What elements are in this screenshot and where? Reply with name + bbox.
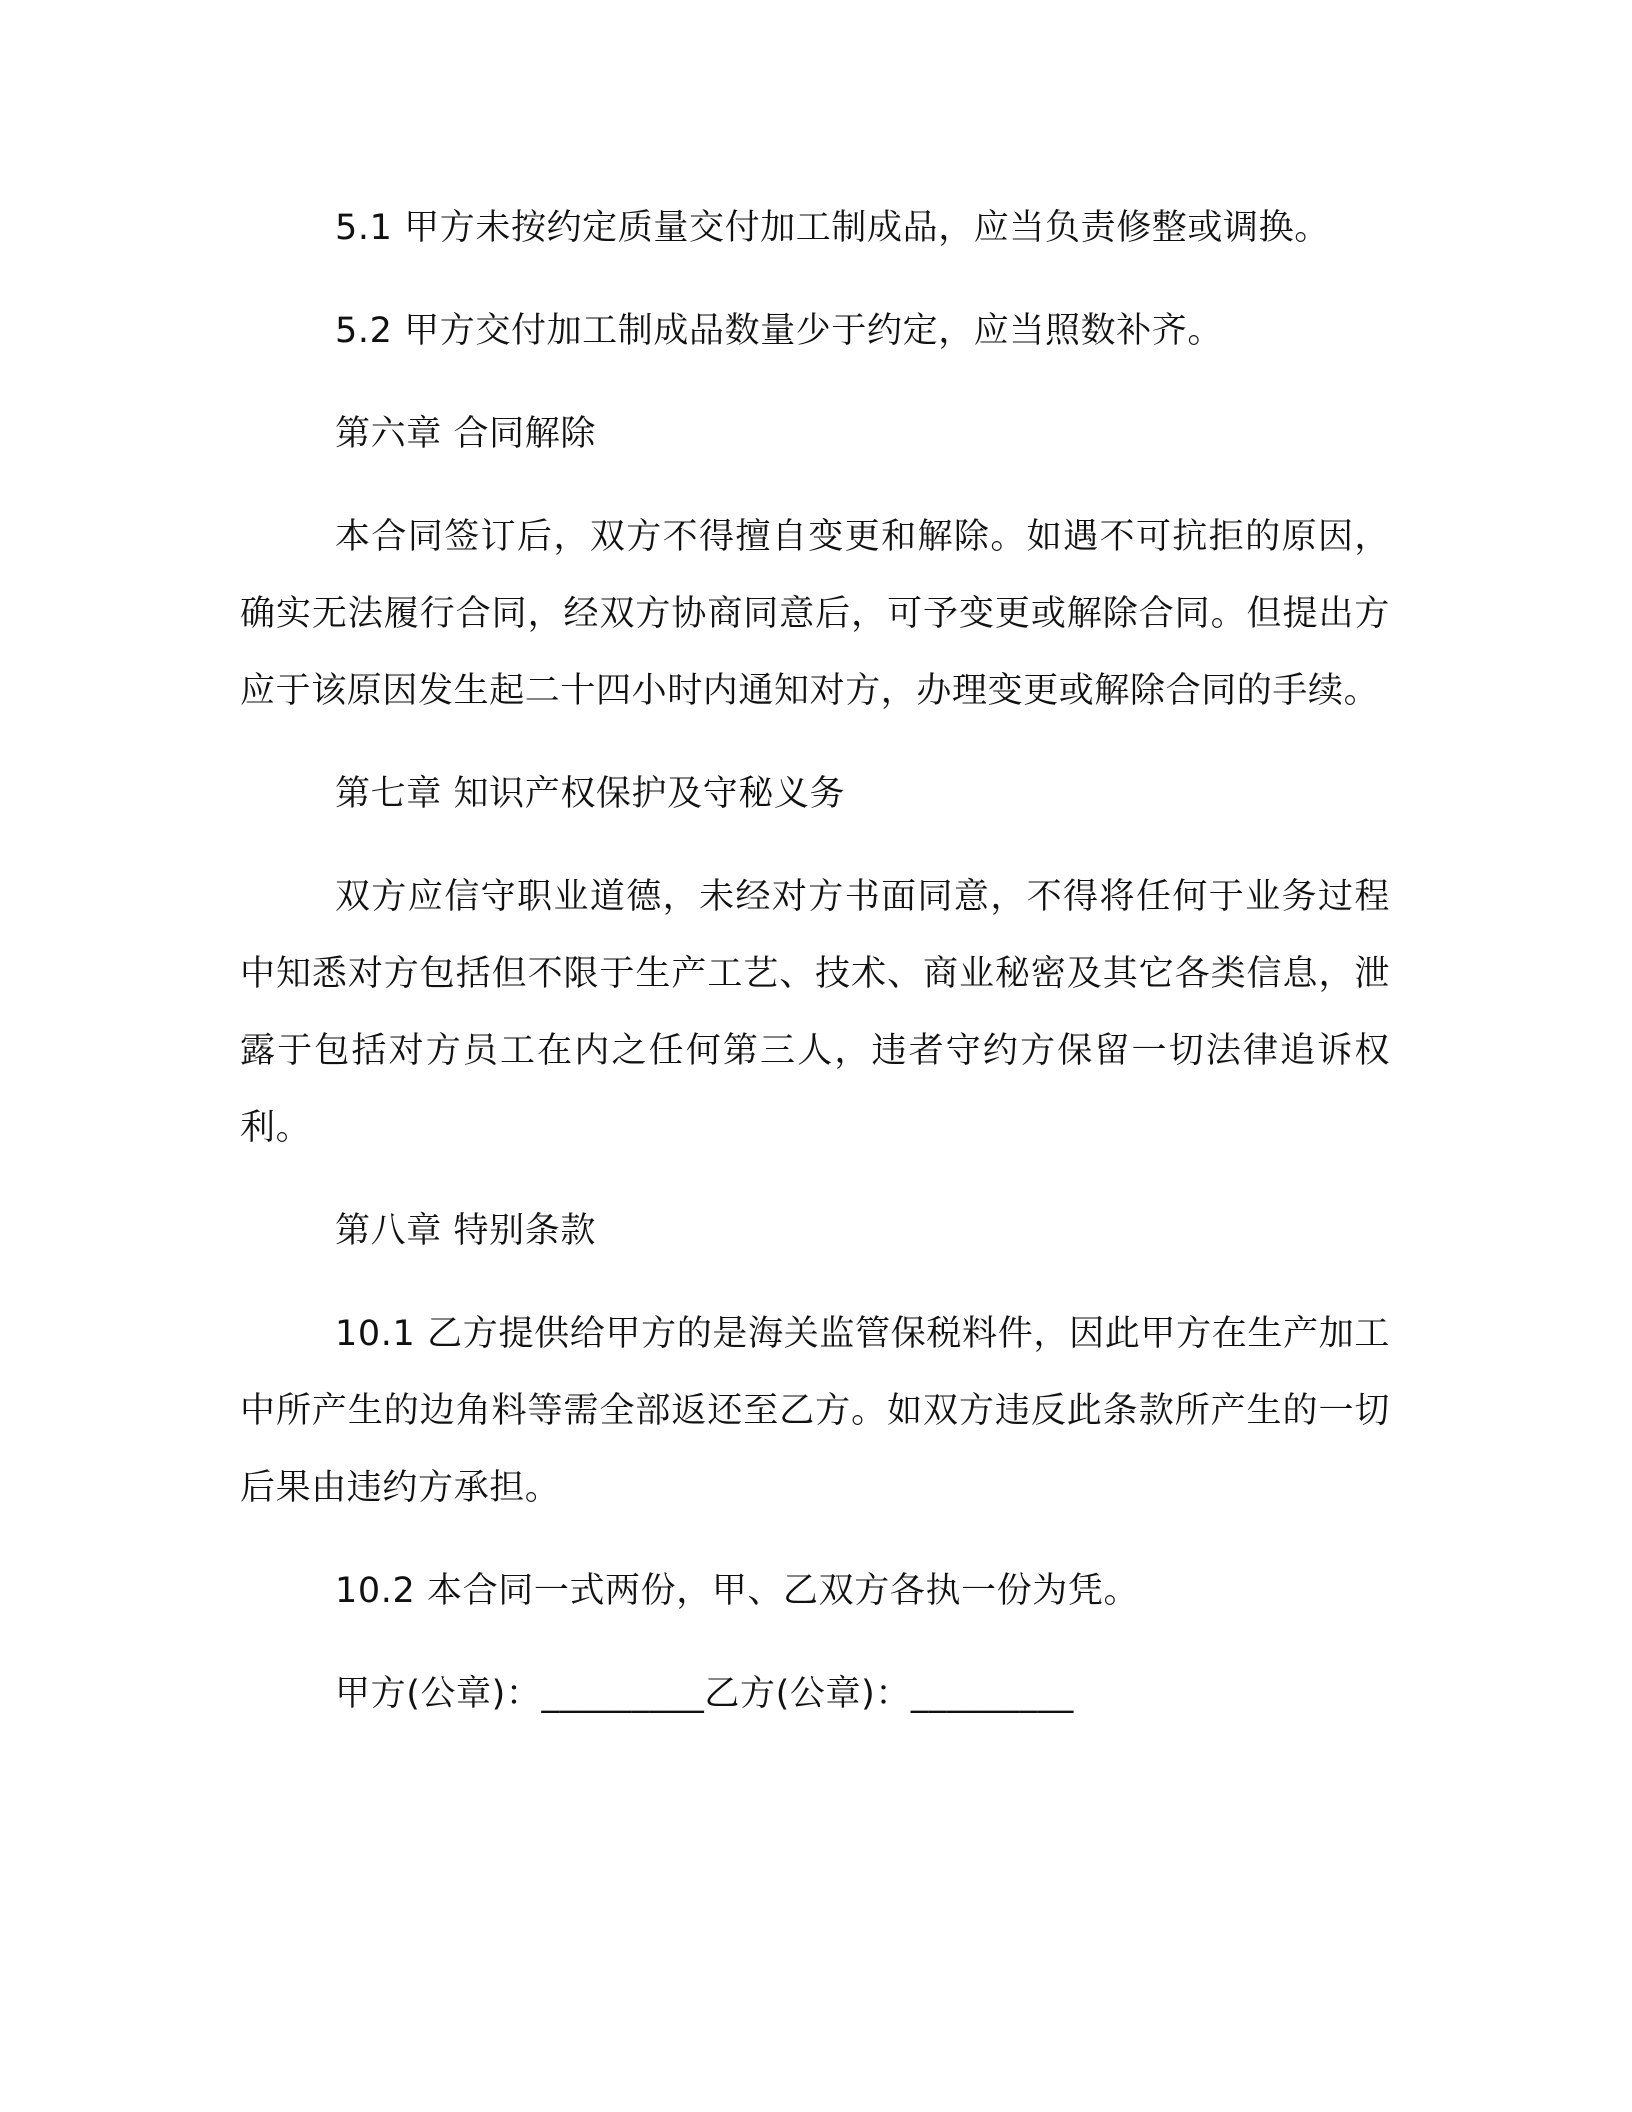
chapter-8-heading: 第八章 特别条款 <box>335 1211 596 1251</box>
signature-line: 甲方(公章)：_________乙方(公章)：_________ <box>335 1674 1074 1714</box>
chapter-7-body: 双方应信守职业道德，未经对方书面同意，不得将任何于业务过程中知悉对方包括但不限于生产工艺、技术、商业秘密及其它各类信息，泄露于包括对方员工在内之任何第三人，违者守约方保留一切法律追诉权利。 <box>240 877 1390 1148</box>
chapter-6-heading: 第六章 合同解除 <box>335 414 596 454</box>
clause-10-1: 10.1 乙方提供给甲方的是海关监管保税料件，因此甲方在生产加工中所产生的边角料等需全部返还至乙方。如双方违反此条款所产生的一切后果由违约方承担。 <box>240 1314 1390 1508</box>
clause-10-2: 10.2 本合同一式两份，甲、乙双方各执一份为凭。 <box>335 1571 1140 1611</box>
chapter-6-body: 本合同签订后，双方不得擅自变更和解除。如遇不可抗拒的原因，确实无法履行合同，经双方协商同意后，可予变更或解除合同。但提出方应于该原因发生起二十四小时内通知对方，办理变更或解除合同的手续。 <box>240 517 1390 711</box>
document-body <box>240 190 1390 1733</box>
clause-5-2: 5.2 甲方交付加工制成品数量少于约定，应当照数补齐。 <box>335 311 1223 351</box>
chapter-7-heading: 第七章 知识产权保护及守秘义务 <box>335 774 846 814</box>
clause-5-1: 5.1 甲方未按约定质量交付加工制成品，应当负责修整或调换。 <box>335 208 1330 248</box>
